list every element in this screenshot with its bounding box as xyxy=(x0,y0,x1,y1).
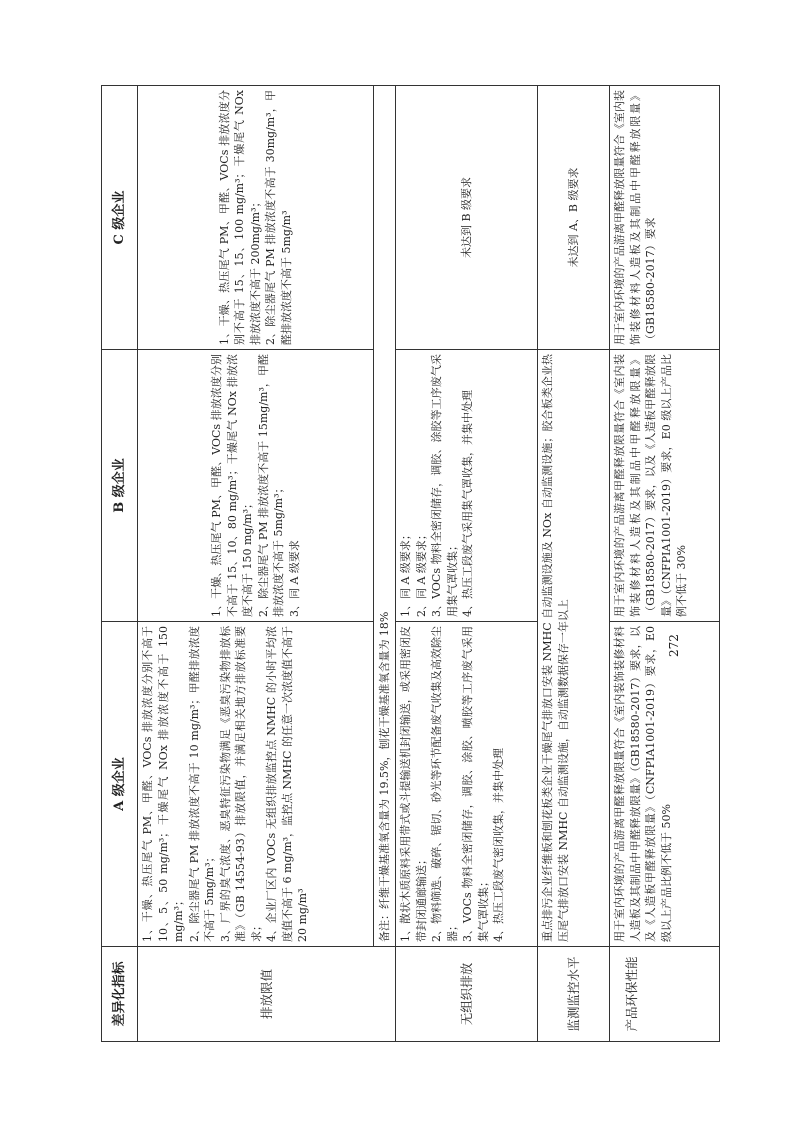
emission-a-item: 4、企业厂区内 VOCs 无组织排放监控点 NMHC 的小时平均浓度值不高于 6 mg/m³，监控点 NMHC 的任意一次浓度值不高于 20 mg/m³ xyxy=(265,626,309,942)
row-label-emission: 排放限值 xyxy=(138,947,396,1042)
header-grade-c: C 级企业 xyxy=(102,86,138,350)
row-label-fugitive: 无组织排放 xyxy=(396,947,538,1042)
row-product xyxy=(610,86,720,1042)
cell-fugitive-c: 未达到 B 级要求 xyxy=(396,86,538,350)
cell-emission-a xyxy=(138,622,374,947)
fugitive-b-item: 3、VOCs 物料全密闭储存，调胶、涂胶等工序废气采用集气罩收集； xyxy=(430,354,459,617)
emission-a-item: 1、干燥、热压尾气 PM、甲醛、VOCs 排放浓度分别不高于 10、5、50 mg/m³；干燥尾气 NOx 排放浓度不高于 150 mg/m³； xyxy=(141,626,185,942)
cell-fugitive-b xyxy=(396,350,538,622)
emission-b-item: 2、除尘器尾气 PM 排放浓度不高于 15mg/m³，甲醛排放浓度不高于 5mg/m³； xyxy=(256,354,285,617)
emission-a-item: 3、厂界的臭气浓度、恶臭特征污染物满足《恶臭污染物排放标准》（GB 14554-93）排放限值，并满足相关地方排放标准要求； xyxy=(218,626,263,942)
cell-product-a: 用于室内环境的产品游离甲醛释放限量符合《室内装饰装修材料人造板及其制品中甲醛释放限量》（GB18580-2017）要求，以及《人造板甲醛释放限量》（CNFPIA1001-2019）要求，E0 级以上产品比例不低于 50% xyxy=(610,622,720,947)
row-label-product: 产品环保性能 xyxy=(610,947,720,1042)
row-monitoring xyxy=(538,86,610,1042)
emission-c-item: 2、除尘器尾气 PM 排放浓度不高于 30mg/m³，甲醛排放浓度不高于 5mg/m³ xyxy=(264,90,293,345)
fugitive-b-item: 4、热压工段废气采用集气罩收集，并集中处理 xyxy=(461,390,474,617)
cell-product-c: 用于室内环境的产品游离甲醛释放限量符合《室内装饰装修材料人造板及其制品中甲醛释放限量》（GB18580-2017）要求 xyxy=(610,86,720,350)
table-header-row xyxy=(102,86,138,1042)
page-number: 272 xyxy=(667,634,681,657)
fugitive-b-item: 1、同 A 级要求； xyxy=(399,529,412,617)
header-indicator: 差异化指标 xyxy=(102,947,138,1042)
emission-b-item: 3、同 A 级要求 xyxy=(287,540,301,617)
cell-monitoring-ab: 重点排污企业纤维板和刨花板类企业干燥尾气排放口安装 NMHC 自动监测设施及 NOx 自动监测设施；胶合板类企业热压尾气排放口安装 NMHC 自动监测设施，自动监测数据保存一年以上 xyxy=(538,350,610,947)
cell-monitoring-c: 未达到 A、B 级要求 xyxy=(538,86,610,350)
header-grade-b: B 级企业 xyxy=(102,350,138,622)
rotated-table-wrapper xyxy=(101,86,719,1042)
note-oxygen: 备注：纤维干燥基准氧含量为 19.5%，刨花干燥基准氧含量为 18% xyxy=(374,86,396,947)
row-fugitive xyxy=(396,86,538,1042)
row-emission-limits xyxy=(138,86,374,1042)
fugitive-a-item: 3、VOCs 物料全密闭储存，调胶、涂胶、喷胶等工序废气采用集气罩收集； xyxy=(461,626,490,942)
emission-a-item: 2、除尘器尾气 PM 排放浓度不高于 10 mg/m³；甲醛排放浓度不高于 5mg/m³； xyxy=(187,626,216,942)
cell-fugitive-a xyxy=(396,622,538,947)
fugitive-a-item: 2、物料筛选、破碎、锯切、砂光等环节配备废气收集及高效除尘器； xyxy=(430,626,459,942)
cell-emission-b xyxy=(138,350,374,622)
fugitive-b-item: 2、同 A 级要求； xyxy=(414,529,428,617)
fugitive-a-item: 4、热压工段废气密闭收集，并集中处理 xyxy=(492,748,505,942)
differentiation-table xyxy=(101,85,720,1042)
cell-product-b: 用于室内环境的产品游离甲醛释放限量符合《室内装饰装修材料人造板及其制品中甲醛释放限量》（GB18580-2017）要求，以及《人造板甲醛释放限量》（CNFPIA1001-2019）要求，E0 级以上产品比例不低于 30% xyxy=(610,350,720,622)
emission-b-item: 1、干燥、热压尾气 PM、甲醛、VOCs 排放浓度分别不高于 15、10、80 mg/m³；干燥尾气 NOx 排放浓度不高于 150 mg/m³； xyxy=(210,354,254,617)
emission-c-item: 1、干燥、热压尾气 PM、甲醛、VOCs 排放浓度分别不高于 15、15、100 mg/m³；干燥尾气 NOx 排放浓度不高于 200mg/m³； xyxy=(217,90,262,345)
cell-emission-c xyxy=(138,86,374,350)
row-note xyxy=(374,86,396,1042)
header-grade-a: A 级企业 xyxy=(102,622,138,947)
row-label-monitoring: 监测监控水平 xyxy=(538,947,610,1042)
fugitive-a-item: 1、散状木质原料采用带式或斗提输送机封闭输送，或采用密闭皮带封闭通廊输送； xyxy=(399,626,428,942)
